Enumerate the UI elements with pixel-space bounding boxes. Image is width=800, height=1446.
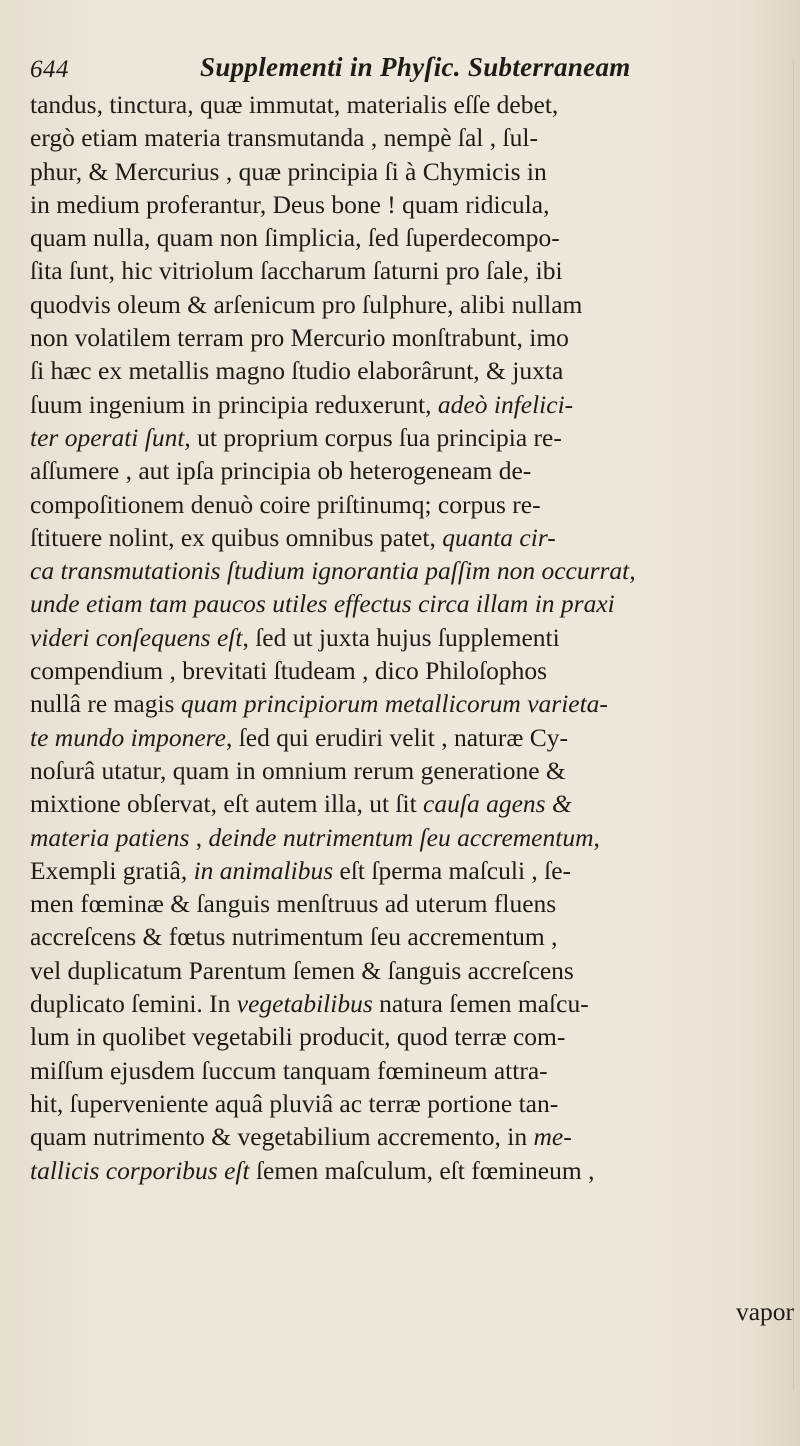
text-line: mixtione obſervat, eſt autem illa, ut ſit cauſa agens & <box>30 789 572 819</box>
text-line: ter operati ſunt, ut proprium corpus ſua principia re- <box>30 422 562 452</box>
text-line: quam nulla, quam non ſimplicia, ſed ſuperdecompo- <box>30 223 560 253</box>
text-line: phur, & Mercurius , quæ principia ſi à Chymicis in <box>30 156 547 186</box>
text-line: ergò etiam materia transmutanda , nempè ſal , ſul- <box>30 123 538 153</box>
text-line: ſi hæc ex metallis magno ſtudio elaborârunt, & juxta <box>30 356 564 386</box>
text-line: in medium proferantur, Deus bone ! quam ridicula, <box>30 189 550 219</box>
text-line: compendium , brevitati ſtudeam , dico Philoſophos <box>30 656 548 686</box>
text-line: videri conſequens eſt, ſed ut juxta hujus ſupplementi <box>30 622 560 652</box>
text-line: Exempli gratiâ, in animalibus eſt ſperma maſculi , ſe- <box>30 855 572 885</box>
text-line: tandus, tinctura, quæ immutat, materialis eſſe debet, <box>30 90 559 119</box>
text-line: compoſitionem denuò coire priſtinumq; corpus re- <box>30 489 541 519</box>
text-line: unde etiam tam paucos utiles effectus circa illam in praxi <box>30 589 615 619</box>
text-line: ſtituere nolint, ex quibus omnibus patet, quanta cir- <box>30 522 556 552</box>
page-header <box>0 48 800 88</box>
text-line: miſſum ejusdem ſuccum tanquam fœmineum attra- <box>30 1055 548 1085</box>
catchword: vapor <box>735 1297 794 1326</box>
text-line: vel duplicatum Parentum ſemen & ſanguis accreſcens <box>30 955 574 985</box>
text-line: accreſcens & fœtus nutrimentum ſeu accrementum , <box>30 922 558 952</box>
text-line: te mundo imponere, ſed qui erudiri velit , naturæ Cy- <box>30 722 568 752</box>
text-line: duplicato ſemini. In vegetabilibus natura ſemen maſcu- <box>30 989 589 1019</box>
text-line: ſuum ingenium in principia reduxerunt, adeò infelici- <box>30 389 574 419</box>
text-line: quodvis oleum & arſenicum pro ſulphure, alibi nullam <box>30 289 583 319</box>
text-line: men fœminæ & ſanguis menſtruus ad uterum fluens <box>30 889 557 919</box>
text-line: ca transmutationis ſtudium ignorantia paſſim non occurrat, <box>30 556 636 586</box>
text-line: quam nutrimento & vegetabilium accremento, in me- <box>30 1122 572 1152</box>
text-line: noſurâ utatur, quam in omnium rerum generatione & <box>30 755 566 785</box>
text-line: materia patiens , deinde nutrimentum ſeu accrementum, <box>30 822 600 852</box>
running-head: Supplementi in Phyſic. Subterraneam <box>200 52 631 82</box>
text-line: aſſumere , aut ipſa principia ob heterogeneam de- <box>30 456 532 486</box>
text-line: tallicis corporibus eſt ſemen maſculum, eſt fœmineum , <box>30 1155 595 1185</box>
body-text <box>30 88 795 1187</box>
text-line: nullâ re magis quam principiorum metallicorum varieta- <box>30 689 608 719</box>
text-line: hit, ſuperveniente aquâ pluviâ ac terræ portione tan- <box>30 1088 559 1118</box>
text-line: ſita ſunt, hic vitriolum ſaccharum ſaturni pro ſale, ibi <box>30 256 563 286</box>
text-line: non volatilem terram pro Mercurio monſtrabunt, imo <box>30 323 569 353</box>
text-line: lum in quolibet vegetabili producit, quod terræ com- <box>30 1022 566 1052</box>
page-number: 644 <box>30 56 69 83</box>
